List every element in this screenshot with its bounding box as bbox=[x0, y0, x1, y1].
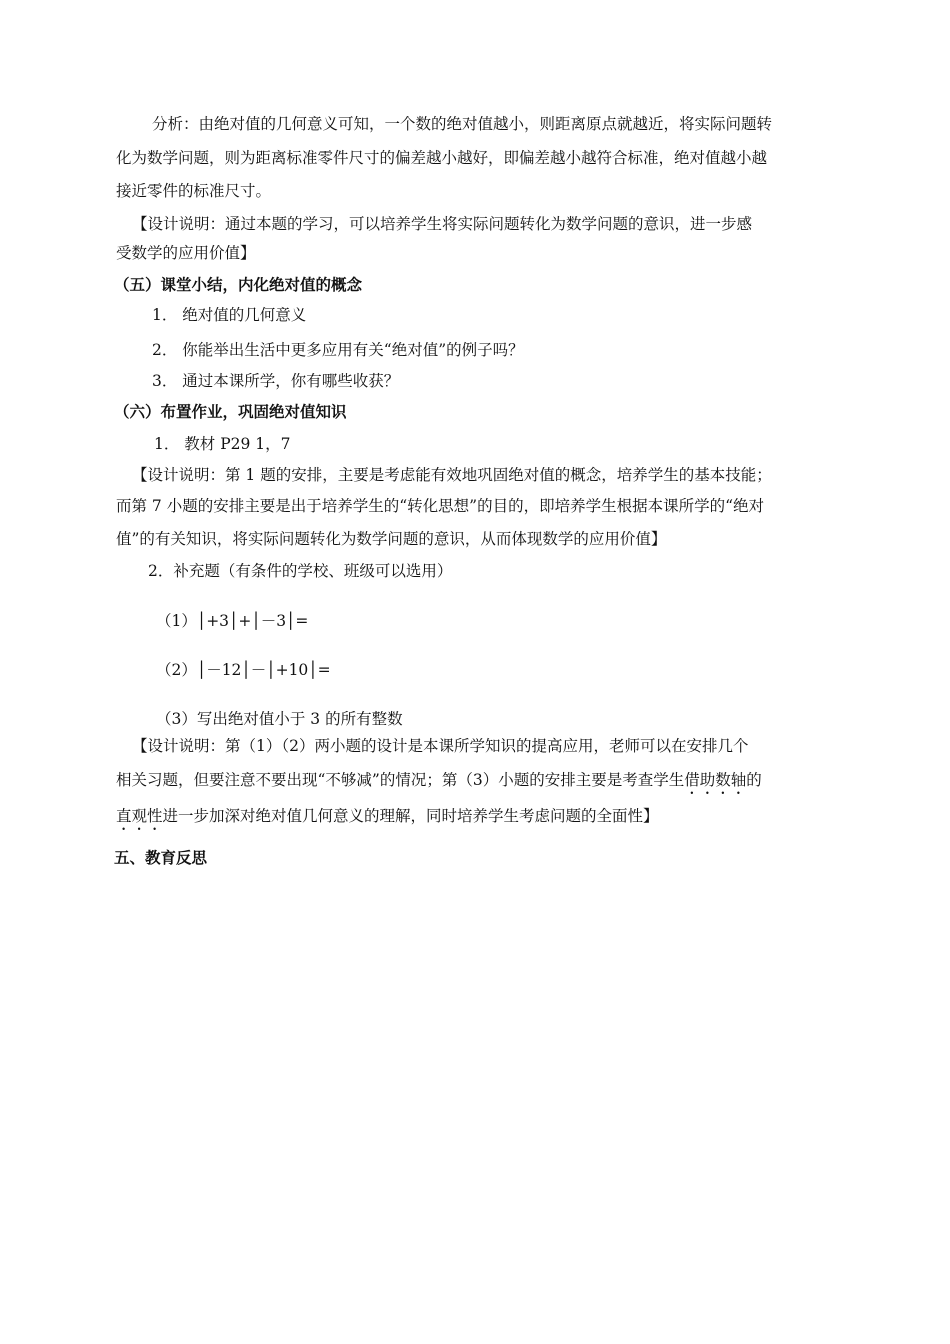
design-note-2-line-2: 而第 7 小题的安排主要是出于培养学生的“转化思想”的目的，即培养学生根据本课所学的“绝对 bbox=[116, 497, 764, 515]
design-note-3-line-2-end: 的 bbox=[746, 771, 762, 789]
design-note-3-line-2 bbox=[116, 770, 762, 798]
design-note-3-line-2-text: 相关习题，但要注意不要出现“不够减”的情况；第（3）小题的安排主要是考查学生 bbox=[116, 771, 685, 789]
analysis-line-2: 化为数学问题，则为距离标准零件尺寸的偏差越小越好，即偏差越小越符合标准，绝对值越小越 bbox=[116, 149, 768, 167]
design-note-1-line-2: 受数学的应用价值】 bbox=[116, 244, 256, 262]
emphasis-text: 借助数轴 bbox=[684, 771, 747, 789]
section-5-item-3: 3． 通过本课所学，你有哪些收获？ bbox=[152, 372, 400, 390]
exercise-1: （1）│+3│+│－3│= bbox=[156, 612, 309, 630]
design-note-2-line-1: 【设计说明：第 1 题的安排，主要是考虑能有效地巩固绝对值的概念，培养学生的基本技能； bbox=[132, 466, 772, 484]
design-note-3-line-3-text: 进一步加深对绝对值几何意义的理解，同时培养学生考虑问题的全面性】 bbox=[162, 807, 659, 825]
section-5-item-2: 2． 你能举出生活中更多应用有关“绝对值”的例子吗？ bbox=[152, 341, 524, 359]
design-note-1-line-1: 【设计说明：通过本题的学习，可以培养学生将实际问题转化为数学问题的意识，进一步感 bbox=[132, 215, 753, 233]
section-6-item-2: 2．补充题（有条件的学校、班级可以选用） bbox=[148, 562, 453, 580]
analysis-line-3: 接近零件的标准尺寸。 bbox=[116, 182, 272, 200]
analysis-line-1: 分析：由绝对值的几何意义可知，一个数的绝对值越小，则距离原点就越近，将实际问题转 bbox=[152, 115, 773, 133]
section-5-heading: （五）课堂小结，内化绝对值的概念 bbox=[114, 275, 363, 294]
section-5-item-1: 1． 绝对值的几何意义 bbox=[152, 306, 307, 324]
exercise-3: （3）写出绝对值小于 3 的所有整数 bbox=[156, 710, 403, 728]
section-6-heading: （六）布置作业，巩固绝对值知识 bbox=[114, 402, 347, 421]
design-note-3-line-3 bbox=[116, 806, 659, 834]
exercise-2: （2）│－12│－│+10│= bbox=[156, 661, 331, 679]
design-note-2-line-3: 值”的有关知识，将实际问题转化为数学问题的意识，从而体现数学的应用价值】 bbox=[116, 530, 667, 548]
emphasis-text: 直观性 bbox=[116, 807, 163, 825]
final-section-heading: 五、教育反思 bbox=[114, 848, 208, 867]
design-note-3-line-1: 【设计说明：第（1）（2）两小题的设计是本课所学知识的提高应用，老师可以在安排几个 bbox=[132, 737, 749, 755]
section-6-item-1: 1． 教材 P29 1，7 bbox=[154, 435, 291, 453]
